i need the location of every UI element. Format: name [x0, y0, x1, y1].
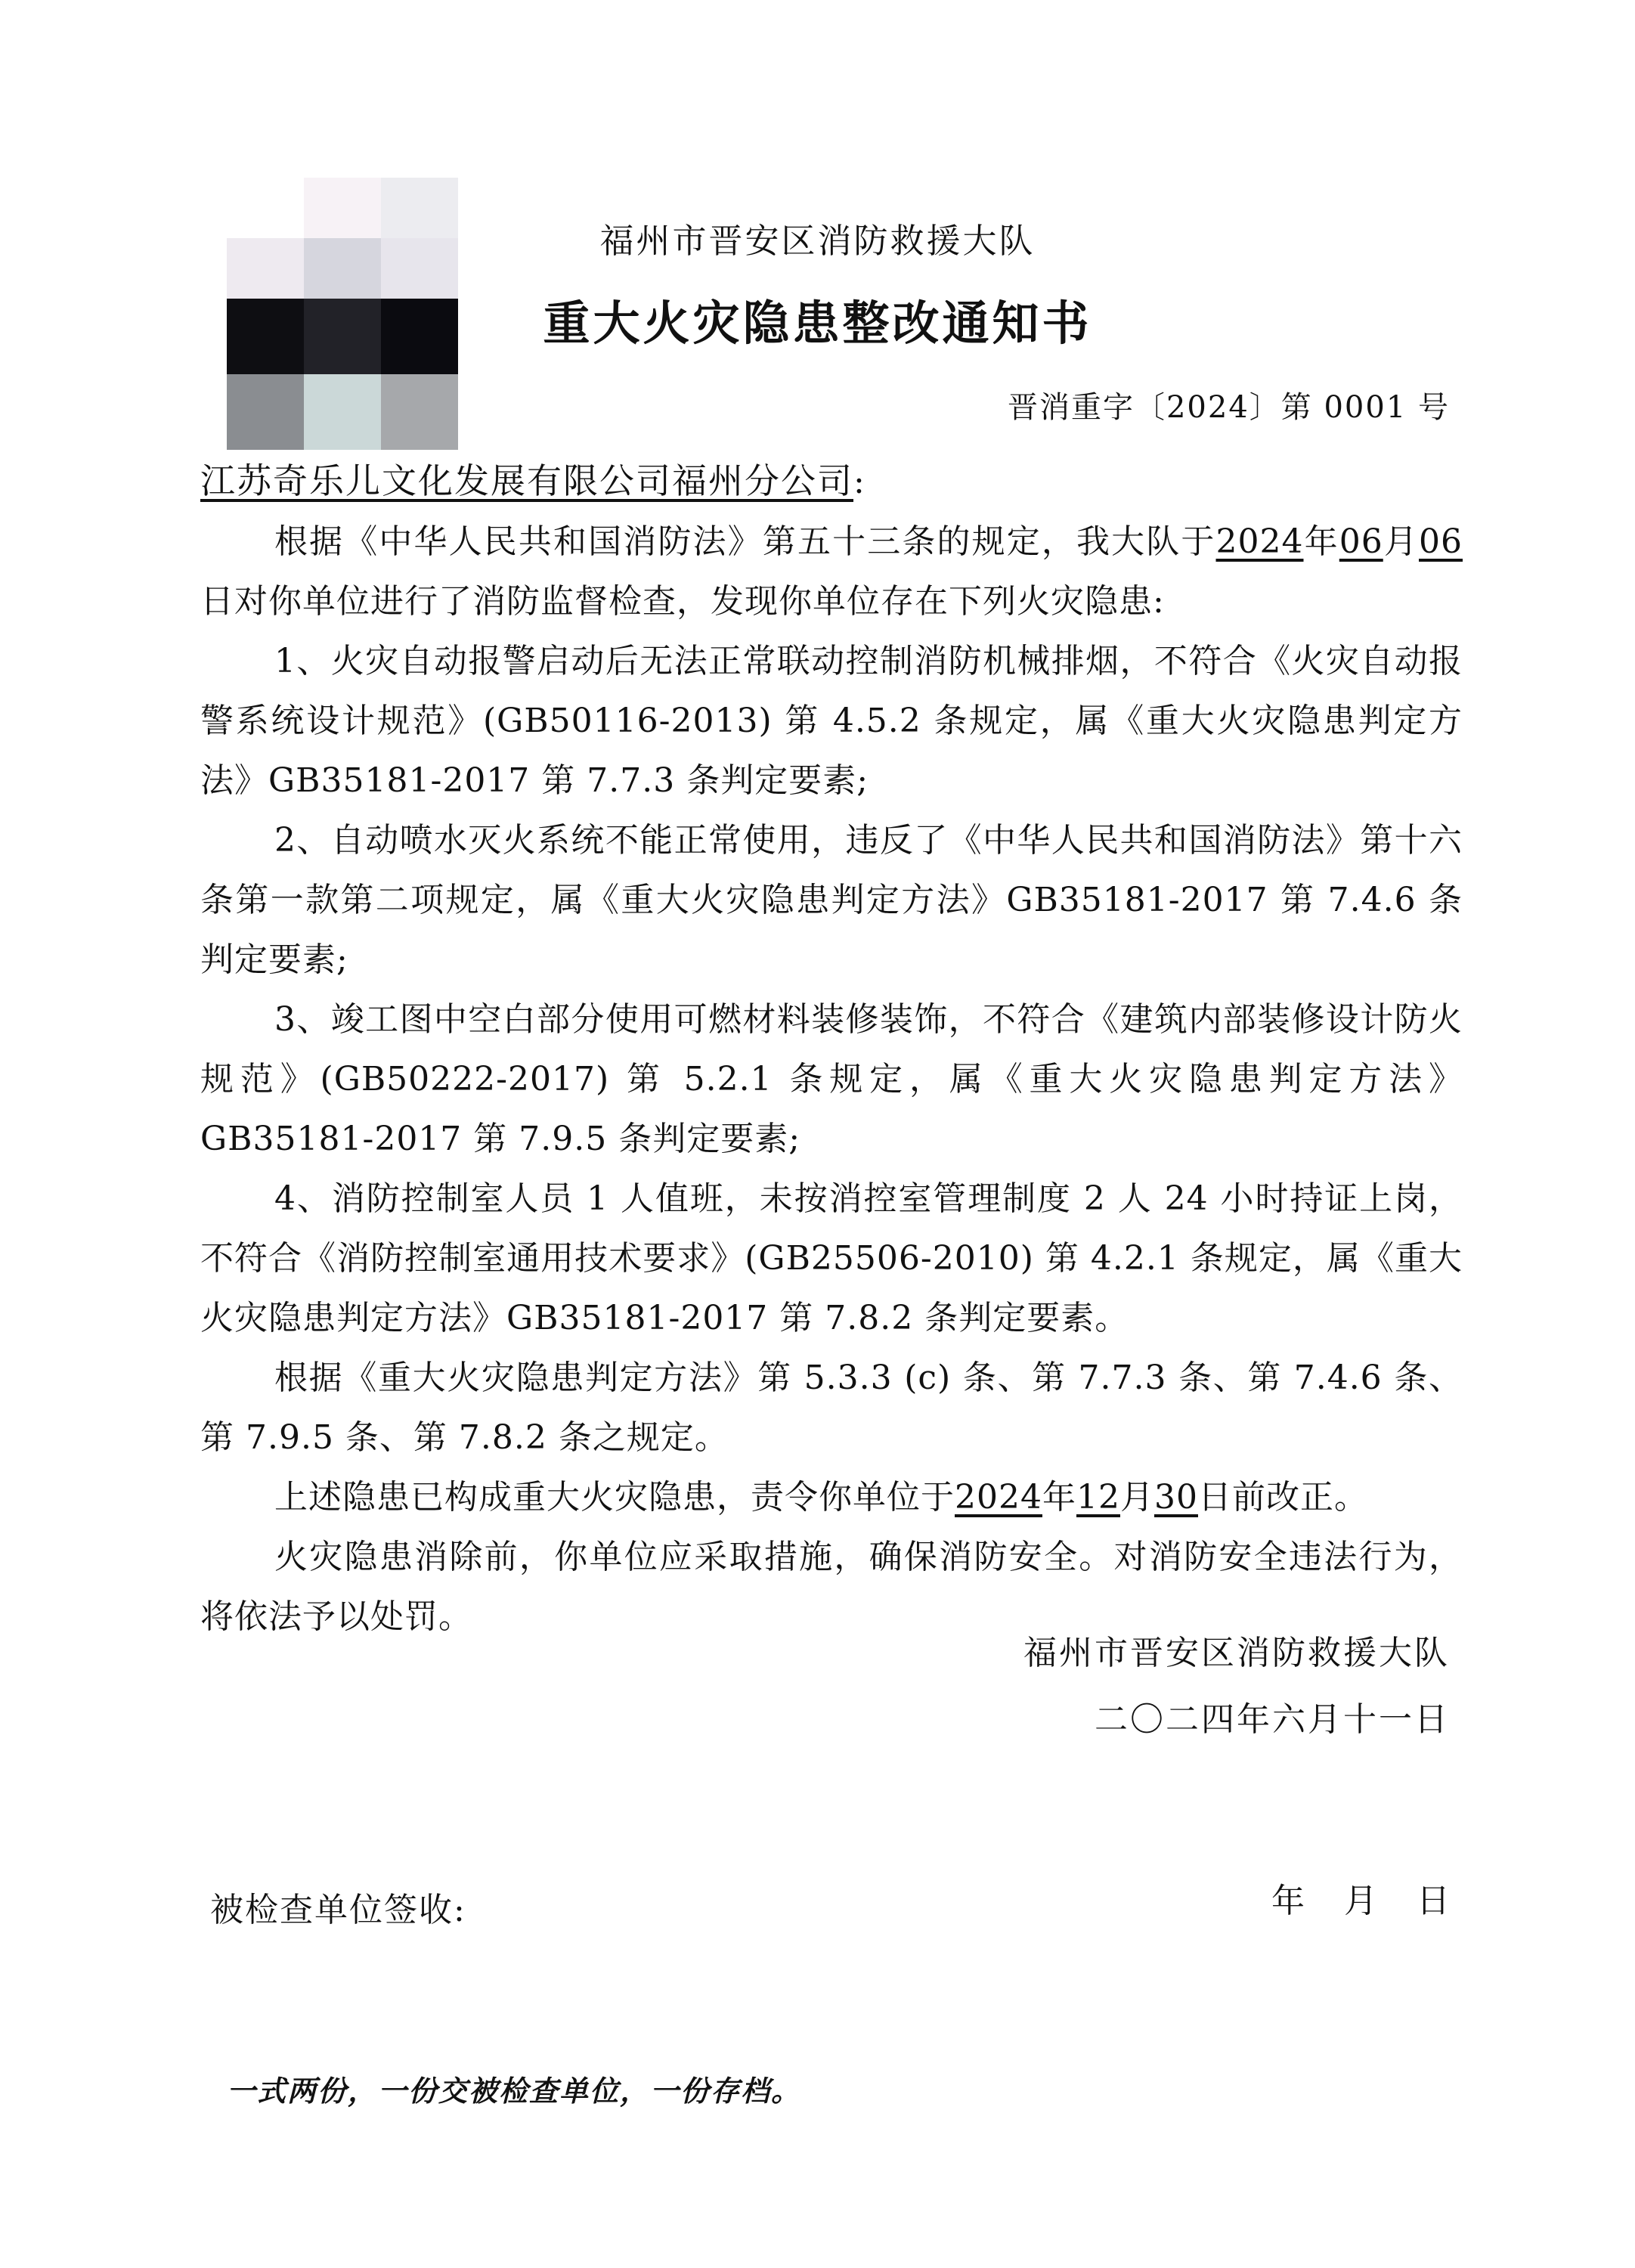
intro-text: 根据《中华人民共和国消防法》第五十三条的规定，我大队于 — [274, 522, 1216, 561]
recipient-colon: : — [853, 463, 865, 501]
signing-date: 二〇二四年六月十一日 — [1095, 1700, 1450, 1739]
document-title: 重大火灾隐患整改通知书 — [543, 296, 1092, 351]
legal-basis-paragraph: 根据《重大火灾隐患判定方法》第 5.3.3 (c) 条、第 7.7.3 条、第 7.4.6 条、第 7.9.5 条、第 7.8.2 条之规定。 — [200, 1359, 1463, 1457]
hazard-item: 1、火灾自动报警启动后无法正常联动控制消防机械排烟，不符合《火灾自动报警系统设计规范》(GB50116-2013) 第 4.5.2 条规定，属《重大火灾隐患判定方法》GB35181-2017 第 7.7.3 条判定要素; — [200, 642, 1463, 800]
deadline-text-continued: 日前改正。 — [1197, 1478, 1368, 1517]
receipt-month-label: 月 — [1344, 1882, 1377, 1920]
receipt-year-label: 年 — [1271, 1882, 1305, 1920]
receipt-signature-label: 被检查单位签收: — [210, 1891, 466, 1929]
deadline-month: 12 — [1076, 1478, 1120, 1517]
mosaic-tile — [304, 374, 381, 450]
document-number: 晋消重字〔2024〕第 0001 号 — [1007, 390, 1450, 425]
deadline-text: 上述隐患已构成重大火灾隐患，责令你单位于 — [274, 1478, 955, 1517]
recipient-line — [200, 451, 1463, 512]
warning-paragraph: 火灾隐患消除前，你单位应采取措施，确保消防安全。对消防安全违法行为，将依法予以处罚。 — [200, 1538, 1463, 1636]
inspection-day: 06 — [1419, 522, 1463, 561]
hazard-item: 3、竣工图中空白部分使用可燃材料装修装饰，不符合《建筑内部装修设计防火规范》(GB50222-2017) 第 5.2.1 条规定，属《重大火灾隐患判定方法》GB35181-2017 第 7.9.5 条判定要素; — [200, 1000, 1463, 1158]
deadline-paragraph — [200, 1467, 1463, 1527]
deadline-year-unit: 年 — [1042, 1478, 1076, 1517]
deadline-day: 30 — [1153, 1478, 1198, 1517]
copies-note: 一式两份，一份交被检查单位，一份存档。 — [227, 2074, 802, 2108]
issuing-agency-header: 福州市晋安区消防救援大队 — [599, 221, 1036, 261]
mosaic-tile — [227, 374, 304, 450]
intro-paragraph — [200, 512, 1463, 631]
recipient-name: 江苏奇乐儿文化发展有限公司福州分公司 — [200, 460, 853, 501]
intro-text-continued: 日对你单位进行了消防监督检查，发现你单位存在下列火灾隐患: — [200, 582, 1165, 621]
mosaic-tile — [381, 374, 458, 450]
receipt-date-blank — [1271, 1873, 1450, 1922]
receipt-day-label: 日 — [1417, 1882, 1450, 1920]
inspection-month: 06 — [1339, 522, 1383, 561]
inspection-year-unit: 年 — [1303, 522, 1339, 561]
inspection-month-unit: 月 — [1383, 522, 1420, 561]
hazard-item: 2、自动喷水灭火系统不能正常使用，违反了《中华人民共和国消防法》第十六条第一款第二项规定，属《重大火灾隐患判定方法》GB35181-2017 第 7.4.6 条判定要素; — [200, 821, 1463, 979]
signing-agency: 福州市晋安区消防救援大队 — [1023, 1634, 1450, 1672]
deadline-month-unit: 月 — [1119, 1478, 1154, 1517]
hazard-item: 4、消防控制室人员 1 人值班，未按消控室管理制度 2 人 24 小时持证上岗，不符合《消防控制室通用技术要求》(GB25506-2010) 第 4.2.1 条规定，属《重大火灾隐患判定方法》GB35181-2017 第 7.8.2 条判定要素。 — [200, 1179, 1463, 1337]
inspection-year: 2024 — [1215, 522, 1304, 561]
notice-body — [200, 451, 1463, 1647]
deadline-year: 2024 — [955, 1478, 1042, 1517]
